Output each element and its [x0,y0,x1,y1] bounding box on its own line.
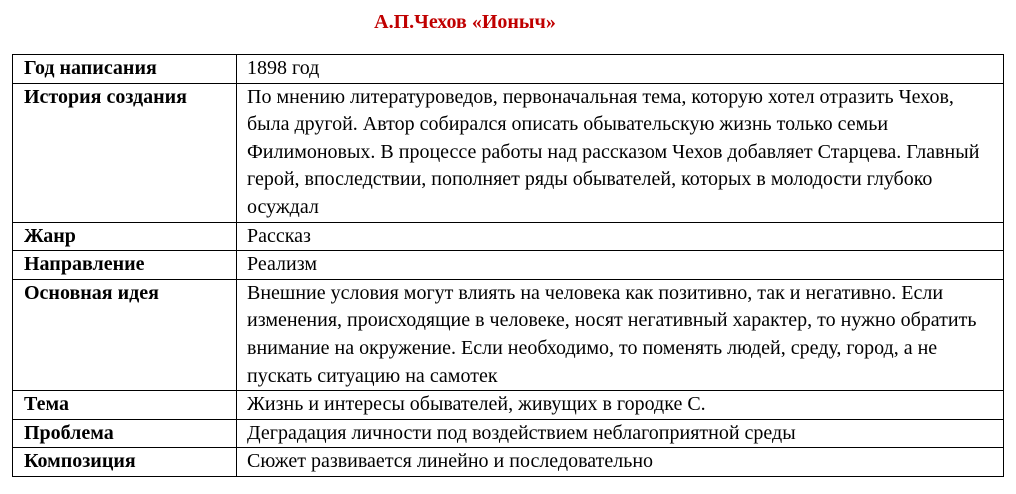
table-row [13,55,1004,84]
table-row [13,222,1004,251]
table-row [13,279,1004,390]
table-row [13,391,1004,420]
row-label: Проблема [13,419,237,448]
row-label: Год написания [13,55,237,84]
page-title: А.П.Чехов «Ионыч» [374,11,556,33]
row-label: Основная идея [13,279,237,390]
row-label: Жанр [13,222,237,251]
row-label: Направление [13,251,237,280]
row-label: Тема [13,391,237,420]
row-value: Реализм [237,251,1004,280]
row-value: Сюжет развивается линейно и последовательно [237,448,1004,477]
table-row [13,448,1004,477]
row-value: 1898 год [237,55,1004,84]
info-table [12,54,1004,477]
row-label: История создания [13,83,237,222]
table-row [13,419,1004,448]
row-value: Рассказ [237,222,1004,251]
row-label: Композиция [13,448,237,477]
row-value: Деградация личности под воздействием неблагоприятной среды [237,419,1004,448]
row-value: Внешние условия могут влиять на человека как позитивно, так и негативно. Если изменения, происходящие в человеке, носят негативный характер, то нужно обратить внимание на окружение. Если необходимо, то поменять людей, среду, город, а не пускать ситуацию на самотек [237,279,1004,390]
row-value: По мнению литературоведов, первоначальная тема, которую хотел отразить Чехов, была другой. Автор собирался описать обывательскую жизнь только семьи Филимоновых. В процессе работы над рассказом Чехов добавляет Старцева. Главный герой, впоследствии, пополняет ряды обывателей, которых в молодости глубоко осуждал [237,83,1004,222]
table-row [13,251,1004,280]
table-row [13,83,1004,222]
row-value: Жизнь и интересы обывателей, живущих в городке С. [237,391,1004,420]
